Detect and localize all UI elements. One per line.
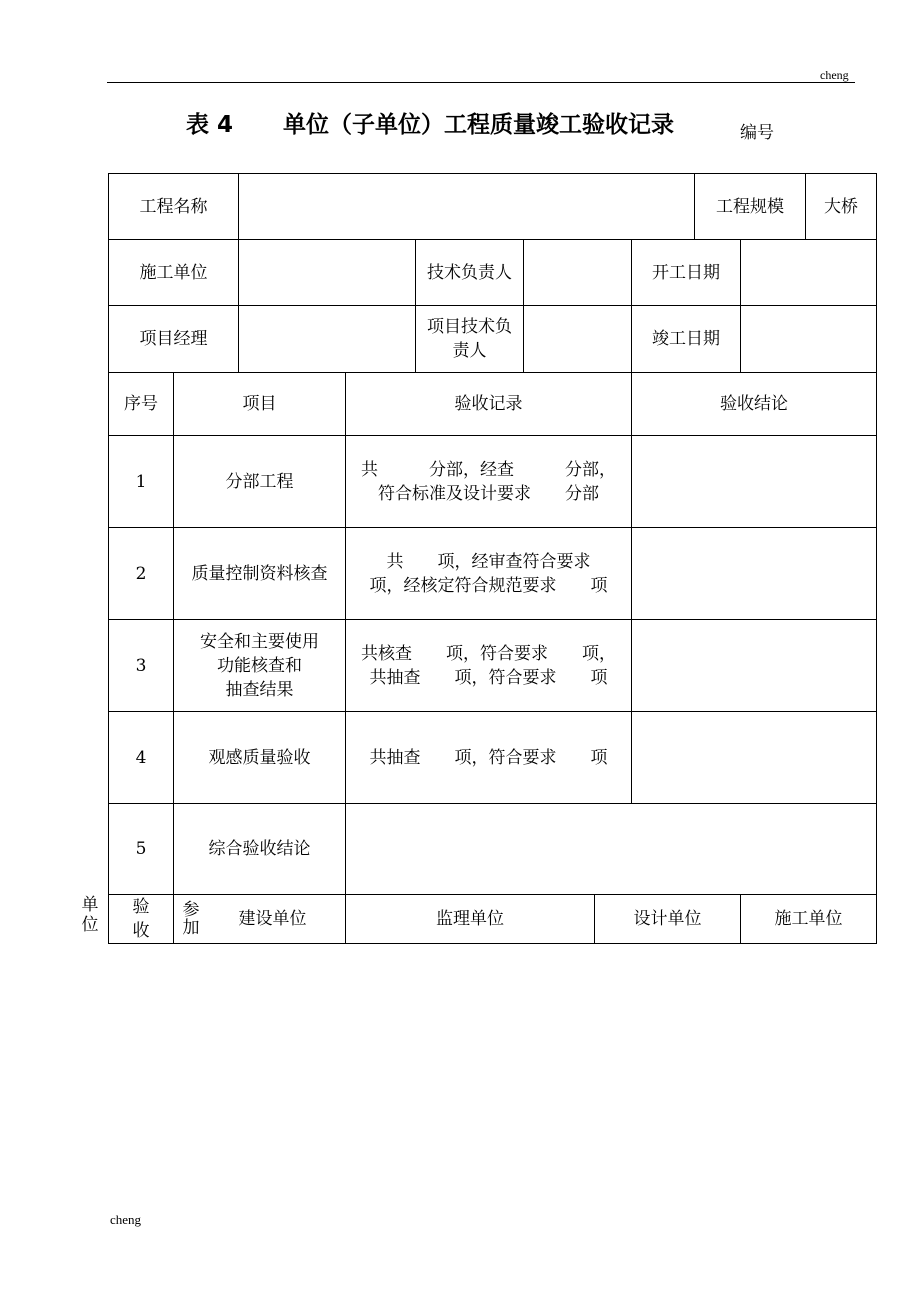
- designer-unit-label: 设计单位: [595, 895, 741, 944]
- table-name: 单位（子单位）工程质量竣工验收记录: [283, 112, 675, 138]
- row-conclusion-field[interactable]: [632, 436, 877, 528]
- row-conclusion-field[interactable]: [632, 528, 877, 620]
- project-tech-lead-field[interactable]: [524, 306, 632, 373]
- project-tech-lead-label: 项目技术负 责人: [416, 306, 524, 373]
- row-conclusion-field[interactable]: [632, 620, 877, 712]
- info-row-2: [109, 240, 877, 306]
- row-no: 5: [109, 804, 174, 895]
- row-no: 1: [109, 436, 174, 528]
- contractor-unit-label: 施工单位: [741, 895, 877, 944]
- builder-unit-label: 建设单位: [238, 909, 307, 929]
- row-conclusion-field[interactable]: [632, 712, 877, 804]
- row-record: 共 分部，经查 分部， 符合标准及设计要求 分部: [346, 436, 632, 528]
- join-label: 参 加: [182, 900, 200, 938]
- table-row: [109, 804, 877, 895]
- final-conclusion-field[interactable]: [346, 804, 877, 895]
- row-no: 4: [109, 712, 174, 804]
- acceptance-form: [108, 173, 877, 944]
- info-row-3: [109, 306, 877, 373]
- header-text: cheng: [820, 68, 849, 82]
- start-date-label: 开工日期: [632, 240, 741, 306]
- row-item: 质量控制资料核查: [174, 528, 346, 620]
- scale-label: 工程规模: [695, 174, 806, 240]
- page-title: [186, 106, 674, 139]
- finish-date-label: 竣工日期: [632, 306, 741, 373]
- header-rule: [107, 82, 855, 83]
- project-name-label: 工程名称: [109, 174, 239, 240]
- unit-side-label: 单 位: [81, 895, 99, 935]
- col-no-header: 序号: [109, 373, 174, 436]
- table-number: 表 4: [186, 112, 234, 138]
- col-conclusion-header: 验收结论: [632, 373, 877, 436]
- row-no: 3: [109, 620, 174, 712]
- accept-label: 验 收: [109, 895, 174, 944]
- manager-label: 项目经理: [109, 306, 239, 373]
- table-row: [109, 620, 877, 712]
- column-header-row: [109, 373, 877, 436]
- row-record: 共抽查 项，符合要求 项: [346, 712, 632, 804]
- row-item: 分部工程: [174, 436, 346, 528]
- supervisor-unit-label: 监理单位: [346, 895, 595, 944]
- col-record-header: 验收记录: [346, 373, 632, 436]
- project-name-field[interactable]: [239, 174, 695, 240]
- col-item-header: 项目: [174, 373, 346, 436]
- table-row: [109, 528, 877, 620]
- info-row-1: [109, 174, 877, 240]
- start-date-field[interactable]: [741, 240, 877, 306]
- table-row: [109, 712, 877, 804]
- row-record: 共 项，经审查符合要求 项，经核定符合规范要求 项: [346, 528, 632, 620]
- units-row: [109, 895, 877, 944]
- tech-lead-field[interactable]: [524, 240, 632, 306]
- scale-value[interactable]: 大桥: [806, 174, 877, 240]
- table-row: [109, 436, 877, 528]
- row-record: 共核查 项，符合要求 项， 共抽查 项，符合要求 项: [346, 620, 632, 712]
- row-item: 综合验收结论: [174, 804, 346, 895]
- row-no: 2: [109, 528, 174, 620]
- finish-date-field[interactable]: [741, 306, 877, 373]
- builder-unit-cell: [174, 895, 346, 944]
- row-item: 安全和主要使用 功能核查和 抽查结果: [174, 620, 346, 712]
- contractor-field[interactable]: [239, 240, 416, 306]
- footer-text: cheng: [110, 1212, 142, 1227]
- row-item: 观感质量验收: [174, 712, 346, 804]
- code-label: 编号: [740, 123, 774, 143]
- tech-lead-label: 技术负责人: [416, 240, 524, 306]
- contractor-label: 施工单位: [109, 240, 239, 306]
- manager-field[interactable]: [239, 306, 416, 373]
